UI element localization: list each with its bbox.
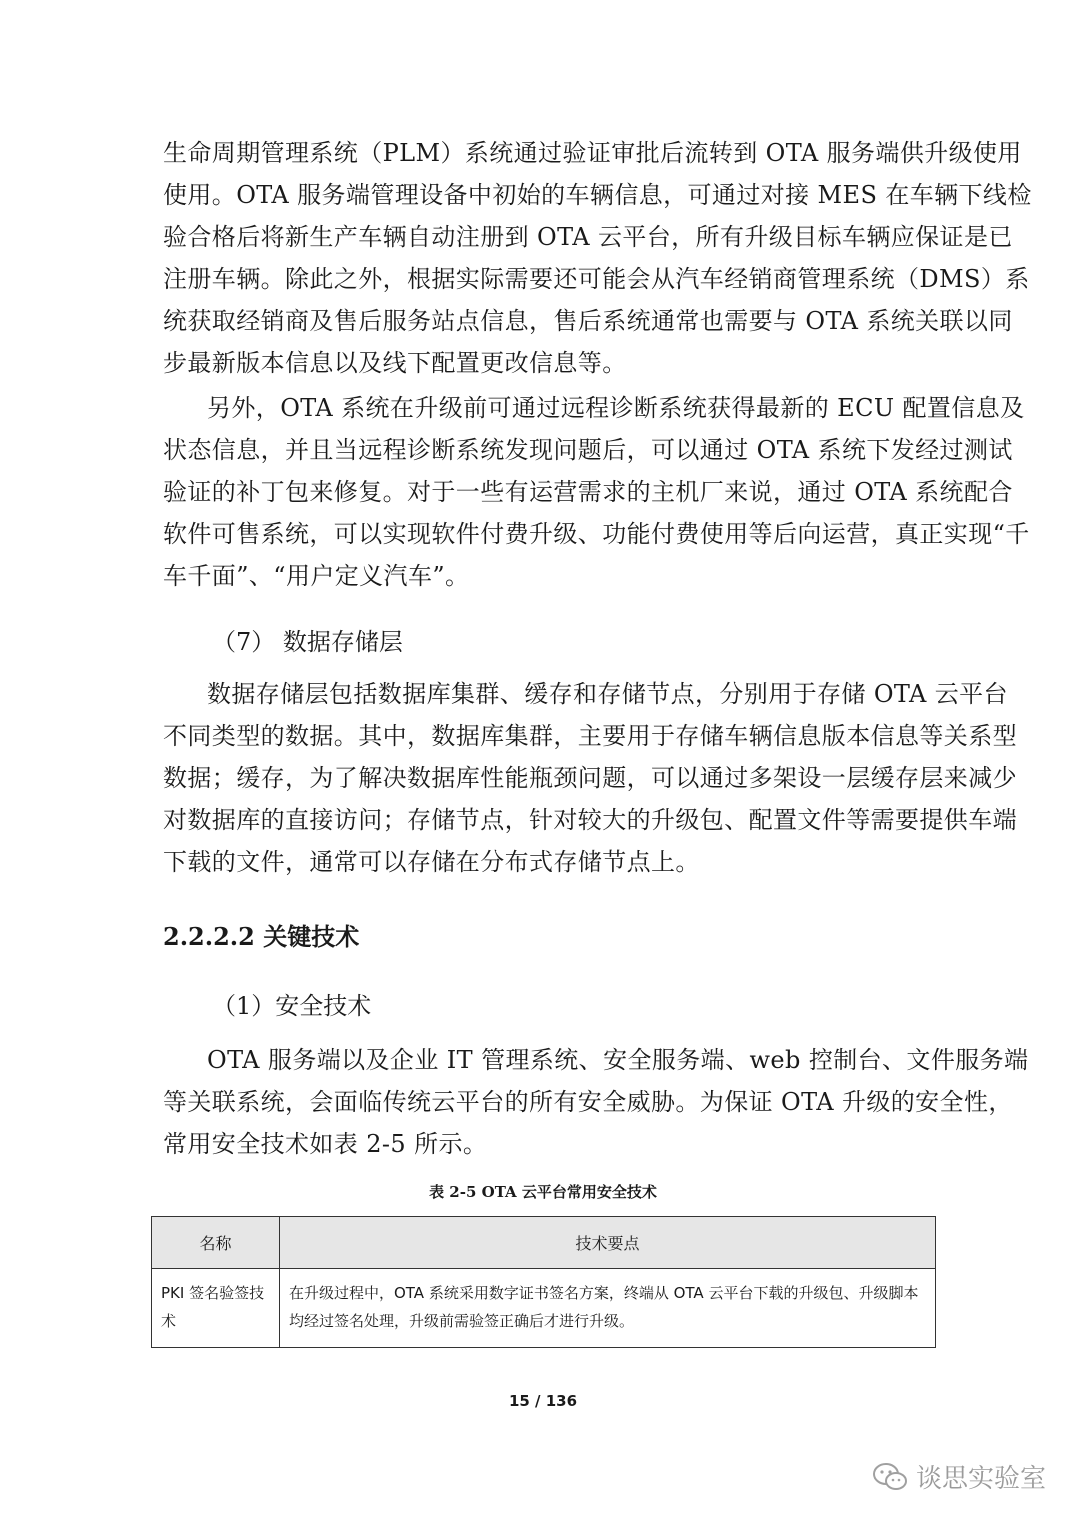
subheading-data-storage-layer: （7） 数据存储层 <box>212 628 403 656</box>
text-line: 车千面”、“用户定义汽车”。 <box>163 562 470 590</box>
text-line: 统获取经销商及售后服务站点信息，售后系统通常也需要与 OTA 系统关联以同 <box>163 307 1013 335</box>
table-row <box>152 1269 936 1348</box>
text-line: OTA 服务端以及企业 IT 管理系统、安全服务端、web 控制台、文件服务端 <box>207 1046 1029 1074</box>
subheading-security-technology: （1）安全技术 <box>212 992 372 1020</box>
text-line: 对数据库的直接访问；存储节点，针对较大的升级包、配置文件等需要提供车端 <box>163 806 1017 834</box>
page-number: 15 / 136 <box>508 1392 578 1410</box>
table-caption: 表 2-5 OTA 云平台常用安全技术 <box>429 1183 657 1201</box>
text-line: 使用。OTA 服务端管理设备中初始的车辆信息，可通过对接 MES 在车辆下线检 <box>163 181 1032 209</box>
watermark-text: 谈思实验室 <box>916 1464 1047 1494</box>
table-header-row <box>152 1217 936 1269</box>
column-header-key-points: 技术要点 <box>280 1217 936 1269</box>
watermark <box>872 1458 1046 1495</box>
text-line: 数据；缓存，为了解决数据库性能瓶颈问题，可以通过多架设一层缓存层来减少 <box>163 764 1017 792</box>
text-line: 等关联系统，会面临传统云平台的所有安全威胁。为保证 OTA 升级的安全性， <box>163 1088 1013 1116</box>
table-cell-name: PKI 签名验签技术 <box>152 1269 280 1348</box>
text-line: 状态信息，并且当远程诊断系统发现问题后，可以通过 OTA 系统下发经过测试 <box>163 436 1013 464</box>
text-line: 步最新版本信息以及线下配置更改信息等。 <box>163 349 627 377</box>
table-cell-detail: 在升级过程中，OTA 系统采用数字证书签名方案，终端从 OTA 云平台下载的升级包、升级脚本均经过签名处理，升级前需验签正确后才进行升级。 <box>280 1269 936 1348</box>
text-line: 生命周期管理系统（PLM）系统通过验证审批后流转到 OTA 服务端供升级使用 <box>163 139 1022 167</box>
security-technology-table <box>151 1216 936 1348</box>
text-line: 验证的补丁包来修复。对于一些有运营需求的主机厂来说，通过 OTA 系统配合 <box>163 478 1013 506</box>
text-line: 下载的文件，通常可以存储在分布式存储节点上。 <box>163 848 700 876</box>
column-header-name: 名称 <box>152 1217 280 1269</box>
text-line: 软件可售系统，可以实现软件付费升级、功能付费使用等后向运营，真正实现“千 <box>163 520 1030 548</box>
text-line: 另外，OTA 系统在升级前可通过远程诊断系统获得最新的 ECU 配置信息及 <box>207 394 1025 422</box>
text-line: 注册车辆。除此之外，根据实际需要还可能会从汽车经销商管理系统（DMS）系 <box>163 265 1030 293</box>
wechat-icon <box>872 1462 908 1492</box>
text-line: 验合格后将新生产车辆自动注册到 OTA 云平台，所有升级目标车辆应保证是已 <box>163 223 1013 251</box>
text-line: 不同类型的数据。其中，数据库集群，主要用于存储车辆信息版本信息等关系型 <box>163 722 1017 750</box>
section-heading-key-technologies: 2.2.2.2 关键技术 <box>163 922 360 951</box>
text-line: 数据存储层包括数据库集群、缓存和存储节点，分别用于存储 OTA 云平台 <box>207 680 1008 708</box>
text-line: 常用安全技术如表 2-5 所示。 <box>163 1130 488 1158</box>
